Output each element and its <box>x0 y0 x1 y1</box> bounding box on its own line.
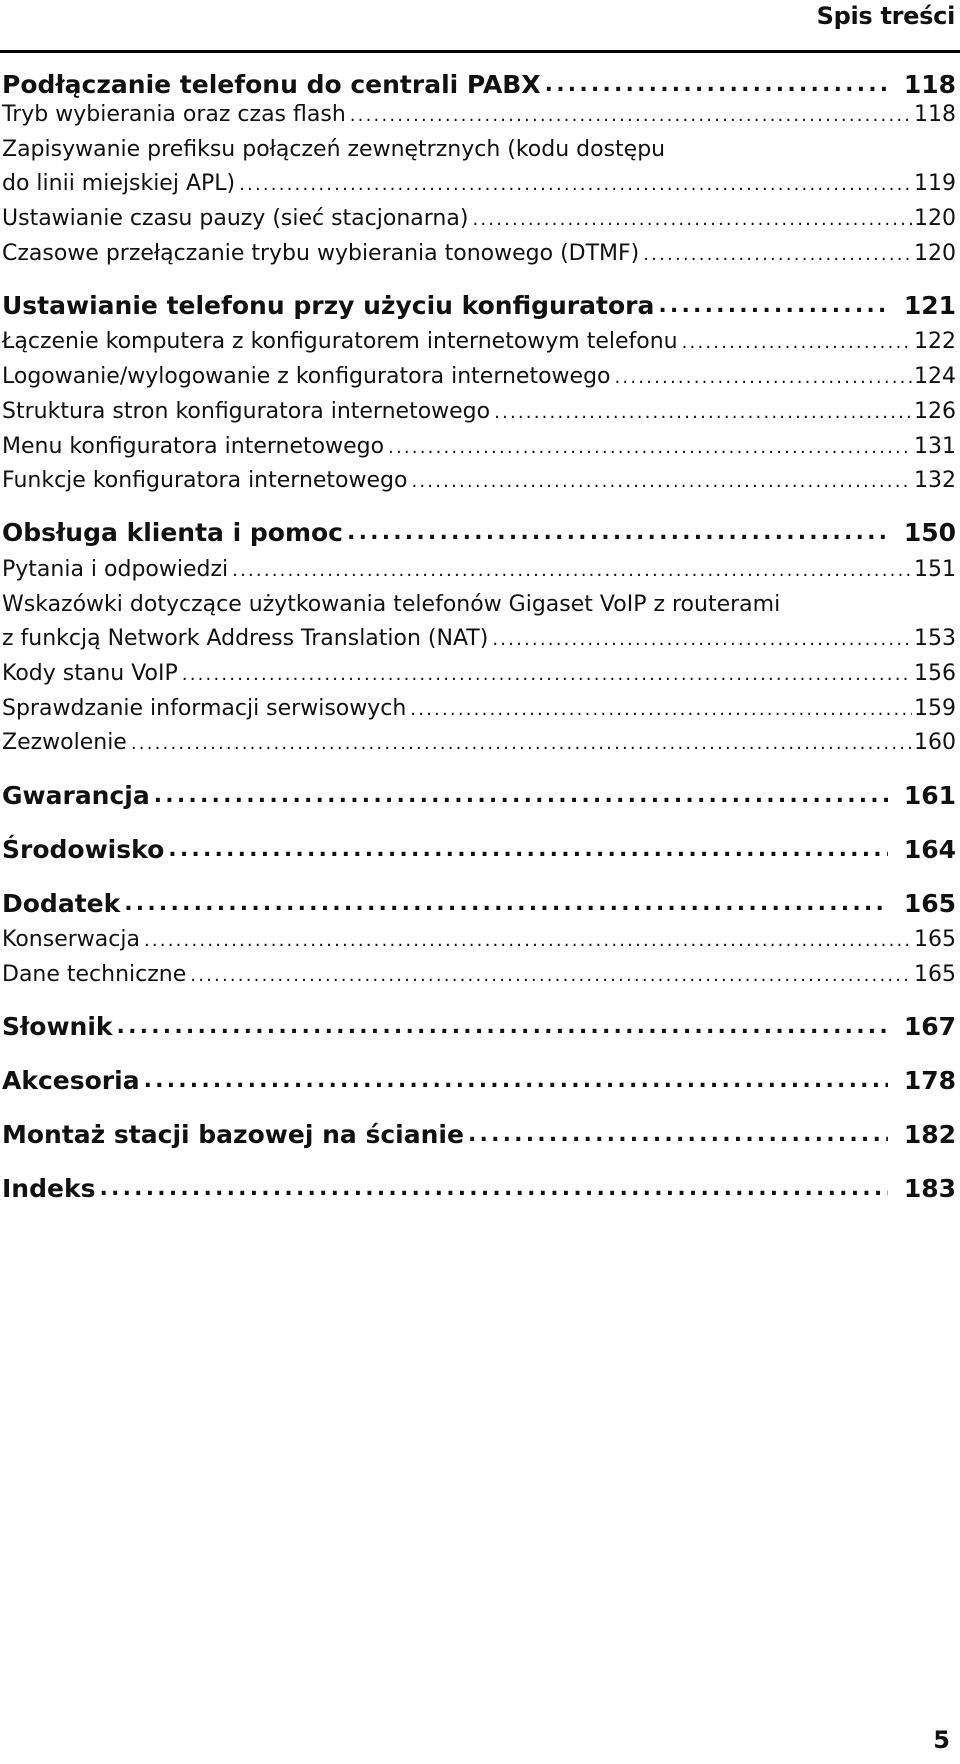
toc-entry-title: Ustawianie telefonu przy użyciu konfiguratora <box>2 290 655 320</box>
dot-leader <box>350 105 912 126</box>
toc-entry-page: 121 <box>903 290 956 320</box>
toc-section-entry[interactable] <box>2 399 956 434</box>
dot-leader <box>144 1068 888 1093</box>
toc-entry-page: 165 <box>903 888 956 918</box>
dot-leader <box>117 1014 888 1039</box>
toc-section-entry[interactable] <box>2 102 956 137</box>
toc-chapter-entry[interactable] <box>2 879 956 927</box>
dot-leader <box>232 560 912 581</box>
dot-leader <box>492 629 912 650</box>
dot-leader <box>190 965 912 986</box>
toc-entry-page: 178 <box>903 1065 956 1095</box>
toc-entry-page: 164 <box>903 834 956 864</box>
toc-entry-title: do linii miejskiej APL) <box>2 171 236 197</box>
dot-leader <box>615 367 913 388</box>
dot-leader <box>168 837 888 862</box>
toc-entry-title: Dane techniczne <box>2 961 187 987</box>
dot-leader <box>124 891 888 916</box>
toc-entry-title: Łączenie komputera z konfiguratorem internetowym telefonu <box>2 329 678 355</box>
toc-entry-title: Pytania i odpowiedzi <box>2 556 229 582</box>
toc-section-entry[interactable] <box>2 557 956 592</box>
toc-entry-title: Obsługa klienta i pomoc <box>2 518 344 548</box>
toc-entry-page: 165 <box>914 961 956 987</box>
header-rule <box>0 50 960 53</box>
toc-chapter-entry[interactable] <box>2 509 956 557</box>
dot-leader <box>545 72 888 97</box>
toc-section-entry[interactable] <box>2 927 956 962</box>
toc-entry-title: Funkcje konfiguratora internetowego <box>2 468 408 494</box>
toc-entry-title: Czasowe przełączanie trybu wybierania tonowego (DTMF) <box>2 240 640 266</box>
toc-entry-page: 119 <box>914 171 956 197</box>
toc-entry-page: 120 <box>914 240 956 266</box>
toc-entry-title: Sprawdzanie informacji serwisowych <box>2 695 407 721</box>
dot-leader <box>411 471 912 492</box>
toc-entry-title: Struktura stron konfiguratora internetowego <box>2 398 491 424</box>
page-number: 5 <box>933 1726 950 1754</box>
toc-chapter-entry[interactable] <box>2 1002 956 1050</box>
dot-leader <box>472 209 912 230</box>
toc-entry-line[interactable]: Zapisywanie prefiksu połączeń zewnętrznych (kodu dostępu <box>2 136 666 162</box>
toc-entry-page: 150 <box>903 518 956 548</box>
toc-entry-title: Podłączanie telefonu do centrali PABX <box>2 69 541 99</box>
toc-entry-title: Tryb wybierania oraz czas flash <box>2 102 346 127</box>
dot-leader <box>494 402 912 423</box>
toc-entry-title: Indeks <box>2 1173 96 1203</box>
toc-entry-page: 132 <box>914 468 956 494</box>
toc-section-entry[interactable] <box>2 206 956 241</box>
toc-chapter-entry[interactable] <box>2 281 956 329</box>
toc-entry-title: Montaż stacji bazowej na ścianie <box>2 1119 464 1149</box>
dot-leader <box>388 437 912 458</box>
dot-leader <box>682 332 912 353</box>
toc-entry-page: 118 <box>914 102 956 127</box>
toc-entry-title: Kody stanu VoIP <box>2 660 178 686</box>
dot-leader <box>239 174 912 195</box>
toc-entry-page: 160 <box>914 730 956 756</box>
toc-entry-title: z funkcją Network Address Translation (NAT) <box>2 626 489 652</box>
toc-entry-page: 118 <box>903 69 956 99</box>
toc-entry-line[interactable]: Wskazówki dotyczące użytkowania telefonów Gigaset VoIP z routerami <box>2 591 781 617</box>
dot-leader <box>154 783 888 808</box>
toc-entry-page: 183 <box>903 1173 956 1203</box>
table-of-contents <box>2 68 956 1212</box>
toc-entry-title: Dodatek <box>2 888 121 918</box>
toc-section-entry[interactable] <box>2 171 956 206</box>
toc-section-entry[interactable] <box>2 730 956 765</box>
toc-entry-title: Środowisko <box>2 834 165 864</box>
toc-chapter-entry[interactable] <box>2 1164 956 1212</box>
dot-leader <box>144 930 912 951</box>
toc-section-entry[interactable] <box>2 241 956 276</box>
toc-entry-page: 126 <box>914 398 956 424</box>
toc-section-entry[interactable] <box>2 696 956 731</box>
toc-entry-title: Logowanie/wylogowanie z konfiguratora internetowego <box>2 364 611 390</box>
toc-section-entry[interactable] <box>2 329 956 364</box>
toc-chapter-entry[interactable] <box>2 68 956 100</box>
toc-entry-page: 124 <box>914 364 956 390</box>
toc-section-entry[interactable] <box>2 962 956 997</box>
toc-chapter-entry[interactable] <box>2 1056 956 1104</box>
page-header-title: Spis treści <box>816 2 955 30</box>
toc-entry-page: 122 <box>914 329 956 355</box>
toc-entry-title: Gwarancja <box>2 780 150 810</box>
toc-section-entry[interactable] <box>2 364 956 399</box>
toc-entry-title: Słownik <box>2 1011 113 1041</box>
toc-chapter-entry[interactable] <box>2 825 956 873</box>
toc-entry-page: 161 <box>903 780 956 810</box>
toc-section-entry[interactable] <box>2 661 956 696</box>
toc-entry-page: 182 <box>903 1119 956 1149</box>
toc-entry-page: 156 <box>914 660 956 686</box>
toc-entry-page: 151 <box>914 556 956 582</box>
toc-section-entry[interactable] <box>2 434 956 469</box>
toc-entry-title: Zezwolenie <box>2 730 127 756</box>
toc-entry-title: Konserwacja <box>2 927 140 952</box>
dot-leader <box>468 1122 888 1147</box>
toc-section-entry[interactable] <box>2 626 956 661</box>
toc-entry-page: 165 <box>914 927 956 952</box>
toc-entry-page: 153 <box>914 626 956 652</box>
toc-entry-title: Menu konfiguratora internetowego <box>2 433 385 459</box>
toc-entry-page: 167 <box>903 1011 956 1041</box>
toc-chapter-entry[interactable] <box>2 771 956 819</box>
toc-entry-page: 120 <box>914 206 956 232</box>
dot-leader <box>643 244 912 265</box>
dot-leader <box>658 293 887 318</box>
toc-entry-title: Ustawianie czasu pauzy (sieć stacjonarna) <box>2 206 469 232</box>
dot-leader <box>131 733 912 754</box>
toc-section-entry[interactable] <box>2 468 956 503</box>
toc-chapter-entry[interactable] <box>2 1110 956 1158</box>
toc-entry-page: 159 <box>914 695 956 721</box>
toc-entry-page: 131 <box>914 433 956 459</box>
dot-leader <box>347 520 888 545</box>
dot-leader <box>182 664 912 685</box>
dot-leader <box>99 1176 887 1201</box>
toc-entry-title: Akcesoria <box>2 1065 140 1095</box>
dot-leader <box>410 699 912 720</box>
